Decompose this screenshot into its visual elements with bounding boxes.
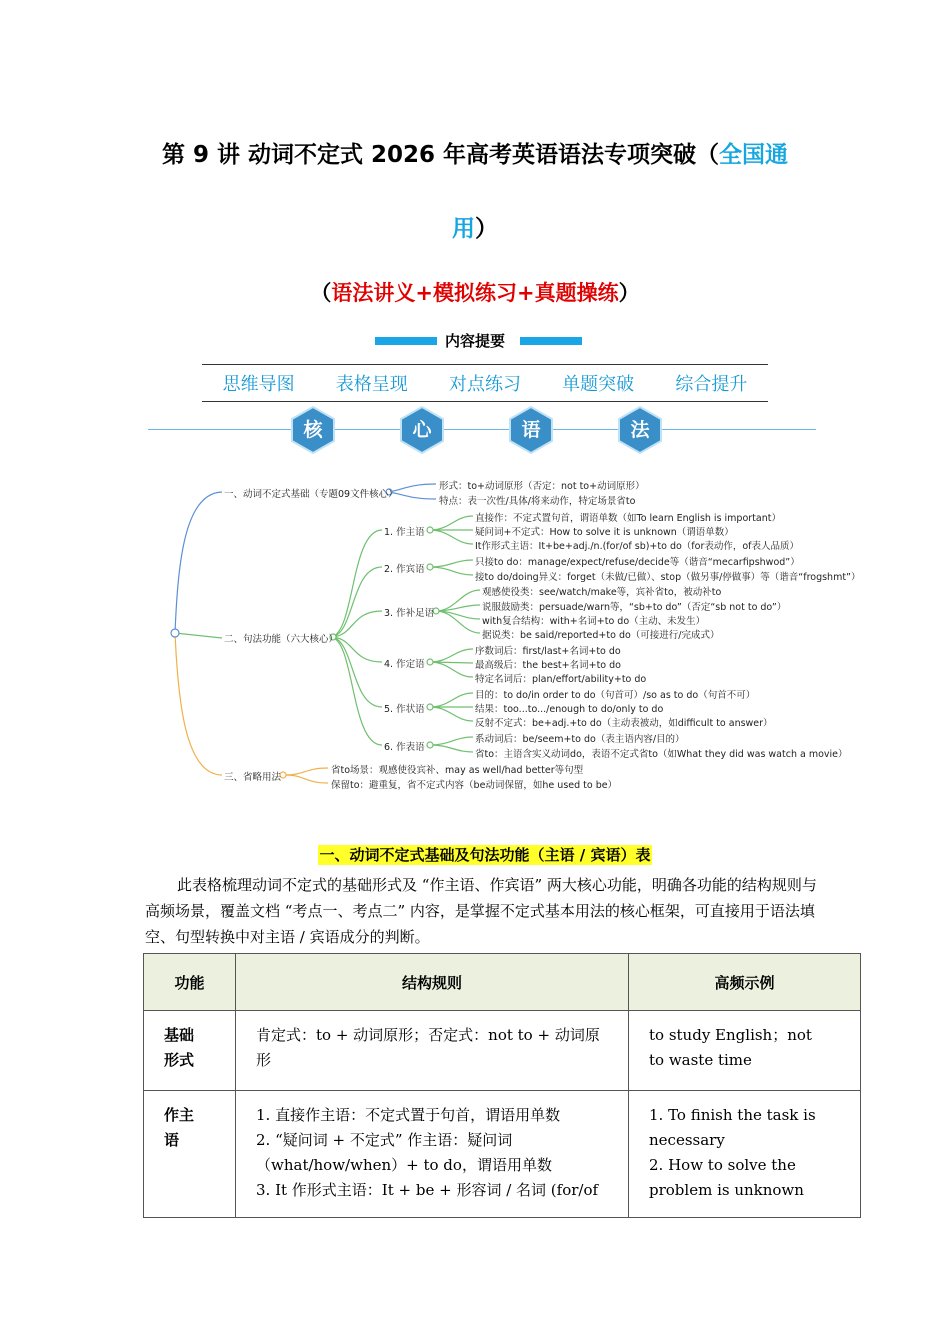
mindmap-sub5-item: 目的：to do/in order to do（句首可）/so as to do（句首不可） [475,690,756,701]
rule-line: 1. 直接作主语：不定式置于句首，谓语用单数 [256,1106,561,1124]
mindmap-sub4-item: 序数词后：first/last+名词+to do [475,646,621,657]
function-text: 作主语 [164,1106,195,1149]
mindmap-sub5-item: 反射不定式：be+adj.+to do（主动表被动，如difficult to answer） [475,718,773,729]
hexagon-4-text: 法 [630,419,650,441]
mindmap-sub1-item: It作形式主语：It+be+adj./n.(for/of sb)+to do（for表动作，of表人品质） [475,541,800,552]
hexagon-3-text: 语 [521,419,541,441]
hexagon-2-text: 心 [412,419,432,441]
mindmap-sub4-item: 特定名词后：plan/effort/ability+to do [475,674,647,685]
mindmap-sub3-item: with复合结构：with+名词+to do（主动、未发生） [482,616,706,627]
tab-mindmap[interactable]: 思维导图 [222,374,295,395]
mindmap-sub3-item: 说服鼓励类：persuade/warn等，“sb+to do”（否定“sb not to do”） [482,602,787,613]
subtitle-red: 语法讲义+模拟练习+真题操练 [331,281,619,305]
table-header-row [144,954,861,1011]
mindmap-sub3-item: 据说类：be said/reported+to do（可接进行/完成式） [482,630,720,641]
function-text: 基础形式 [164,1026,195,1069]
mindmap-branch2: 二、句法功能（六大核心） [224,634,339,645]
mindmap-sub2-item: 只接to do：manage/expect/refuse/decide等（谐音“mecarfipshwod”） [475,557,800,568]
grammar-table [143,953,861,1218]
mindmap-b1-item: 特点：表一次性/具体/将来动作，特定场景省to [439,496,636,507]
mindmap-sub5-item: 结果：too...to.../enough to do/only to do [475,704,664,715]
mindmap-sub4-item: 最高级后：the best+名词+to do [475,660,621,671]
mindmap-sub6: 6. 作表语 [384,742,425,753]
section-paragraph: 此表格梳理动词不定式的基础形式及 “作主语、作宾语” 两大核心功能，明确各功能的结构规则与高频场景，覆盖文档 “考点一、考点二” 内容，是掌握不定式基本用法的核心框架，可直接用于语法填空、句型转换中对主语 / 宾语成分的判断。 [145,876,817,946]
rule-line: 2. “疑问词 + 不定式” 作主语：疑问词（what/how/when）+ to do，谓语用单数 [256,1131,552,1174]
table-row [144,1091,861,1218]
mindmap-sub3: 3. 作补足语 [384,608,435,619]
mindmap-sub1-item: 疑问词+不定式：How to solve it is unknown（谓语单数） [475,527,734,538]
mindmap-sub4: 4. 作定语 [384,659,425,670]
table-cell-function [144,1091,236,1218]
mindmap-sub2: 2. 作宾语 [384,564,425,575]
hexagon-1-text: 核 [303,419,323,441]
table-cell-rule [236,1091,629,1218]
mindmap-sub1-item: 直接作：不定式置句首，谓语单数（如To learn English is important） [475,513,781,524]
table-cell-example [629,1091,861,1218]
mindmap-branch1: 一、动词不定式基础（专题09文件核心） [224,489,398,500]
summary-label: 内容提要 [444,332,505,350]
rule-line: 肯定式：to + 动词原形；否定式：not to + 动词原形 [256,1026,600,1069]
mindmap-sub6-item: 省to：主语含实义动词do，表语不定式省to（如What they did was watch a movie） [475,749,848,760]
example-line: 2. How to solve the problem is unknown [649,1156,804,1199]
title-line2-blue: 用 [452,216,475,242]
mindmap-b1-item: 形式：to+动词原形（否定：not to+动词原形） [439,481,645,492]
table-header: 结构规则 [236,954,629,1011]
mindmap-b3-item: 省to场景：观感使役宾补、may as well/had better等句型 [331,765,584,776]
subtitle-open: （ [310,281,332,305]
table-cell-rule [236,1011,629,1091]
subtitle-close: ） [618,281,640,305]
table-header: 功能 [144,954,236,1011]
section-title-text: 一、动词不定式基础及句法功能（主语 / 宾语）表 [319,846,651,864]
table-row [144,1011,861,1091]
section-title [0,844,950,865]
title-line1-blue: 全国通 [719,142,789,168]
example-line: 1. To finish the task is necessary [649,1106,816,1149]
mindmap-sub5: 5. 作状语 [384,704,425,715]
tab-practice[interactable]: 对点练习 [448,374,521,395]
rule-line: 3. It 作形式主语：It + be + 形容词 / 名词 (for/of [256,1181,599,1199]
title-line1-main: 第 9 讲 动词不定式 2026 年高考英语语法专项突破（ [161,142,720,168]
table-cell-example [629,1011,861,1091]
tab-single[interactable]: 单题突破 [562,374,635,395]
title-line2-close: ） [475,216,498,242]
mindmap-branch3: 三、省略用法 [224,772,282,783]
mindmap-sub6-item: 系动词后：be/seem+to do（表主语内容/目的） [475,734,685,745]
mindmap-b3-item: 保留to：避重复，省不定式内容（be动词保留，如he used to be） [331,780,618,791]
tab-table[interactable]: 表格呈现 [335,374,408,395]
mindmap-sub1: 1. 作主语 [384,527,425,538]
table-header: 高频示例 [629,954,861,1011]
example-line: to study English；not to waste time [649,1026,812,1069]
tab-comprehensive[interactable]: 综合提升 [675,374,748,395]
table-cell-function [144,1011,236,1091]
mindmap-sub3-item: 观感使役类：see/watch/make等，宾补省to，被动补to [482,587,722,598]
mindmap-sub2-item: 接to do/doing异义：forget（未做/已做）、stop（做另事/停做事）等（谐音“frogshmt”） [475,572,861,583]
